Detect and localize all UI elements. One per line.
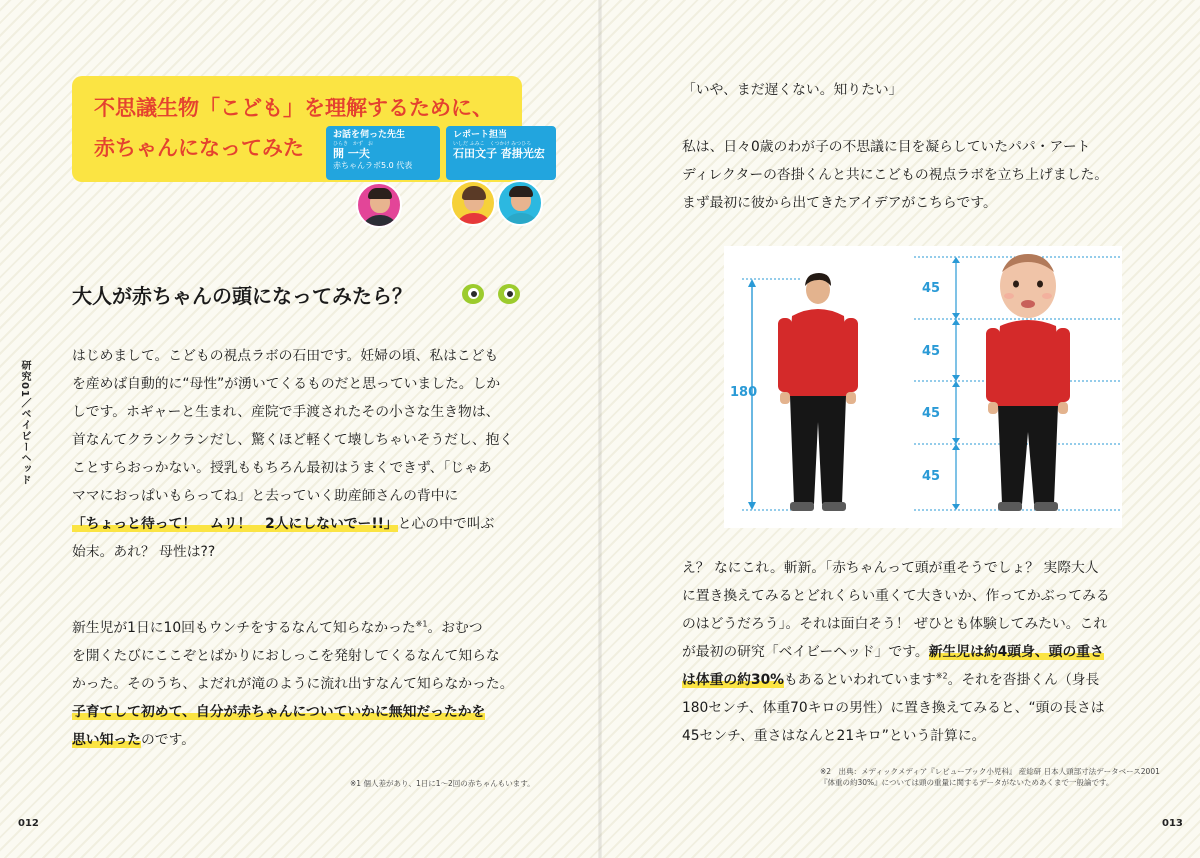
- highlight-text: 新生児は約4頭身、頭の重さ: [928, 644, 1104, 660]
- right-page: [602, 0, 1200, 858]
- footnote-1: ※1 個人差があり、1日に1～2回の赤ちゃんもいます。: [350, 779, 535, 788]
- paragraph-line: はじめまして。こどもの視点ラボの石田です。妊婦の頃、私はこども: [72, 348, 499, 364]
- title-line-2: 赤ちゃんになってみた: [94, 136, 304, 160]
- right-paragraph-2: [682, 554, 1110, 750]
- reporter-ishida-avatar: [450, 180, 496, 226]
- paragraph-line: しです。ホギャーと生まれ、産院で手渡されたその小さな生き物は、: [72, 404, 500, 420]
- paragraph-line: を産めば自動的に“母性”が湧いてくるものだと思っていました。しか: [72, 376, 501, 392]
- footnote-2-line-1: ※2 出典：メディックメディア『レビューブック小児科』 産総研 日本人頭部寸法データベース2001: [820, 767, 1160, 776]
- paragraph-line: 私は、日々0歳のわが子の不思議に目を凝らしていたパパ・アート: [682, 139, 1091, 155]
- footnote-2: [820, 766, 1160, 788]
- baby-head-person: [986, 254, 1070, 511]
- reporter-name-ruby: いしだ ふみこ くつかけ みつひろ: [453, 141, 532, 147]
- paragraph-line: ママにおっぱいもらってね」と去っていく助産師さんの背中に: [72, 488, 459, 504]
- highlight-text: 子育てして初めて、自分が赤ちゃんについていかに無知だったかを: [72, 704, 486, 720]
- left-paragraph-1: [72, 342, 513, 566]
- total-height-label: 180: [730, 385, 758, 400]
- paragraph-line: 新生児が1日に10回もウンチをするなんて知らなかった$^{※1}$。おむつ: [72, 619, 483, 636]
- paragraph-line: のはどうだろう」。それは面白そう！ ぜひとも体験してみたい。これ: [682, 616, 1108, 632]
- adult-person: [778, 273, 858, 511]
- paragraph-line: 45センチ、重さはなんと21キロ”という計算に。: [682, 728, 986, 744]
- height-comparison-diagram: [724, 246, 1122, 528]
- baby-head-figure: [724, 246, 1122, 528]
- running-head: 研究01／ベイビーヘッド: [19, 360, 30, 486]
- paragraph-line: を開くたびにここぞとばかりにおしっこを発射してくるなんて知らな: [72, 648, 500, 664]
- left-paragraph-2: [72, 614, 514, 754]
- title-line-1: 不思議生物「こども」を理解するために、: [94, 96, 493, 120]
- paragraph-line: ことすらおっかない。授乳ももちろん最初はうまくできず、「じゃあ: [72, 460, 492, 476]
- paragraph-line: に置き換えてみるとどれくらい重くて大きいか、作ってかぶってみる: [682, 588, 1110, 604]
- eyes-icon: [462, 284, 524, 304]
- teacher-credit-label: お話を伺った先生: [333, 130, 406, 140]
- segment-label: 45: [922, 281, 941, 296]
- right-quote: [682, 76, 902, 104]
- footnote-mark: ※2: [935, 671, 948, 681]
- quote-line: 「いや、まだ遅くない。知りたい」: [682, 82, 903, 98]
- paragraph-line: え？ なにこれ。斬新。「赤ちゃんって頭が重そうでしょ？ 実際大人: [682, 560, 1099, 576]
- reporter-kutsukake-avatar: [497, 180, 543, 226]
- footnote-2-line-2: 『体重の約30%』については頭の重量に関するデータがないためあくまで一般論です。: [820, 778, 1114, 787]
- reporter-credit-label: レポート担当: [453, 130, 508, 140]
- paragraph-line: 首なんてクランクランだし、驚くほど軽くて壊しちゃいそうだし、抱く: [72, 432, 514, 448]
- reporter-credit: [446, 126, 556, 180]
- segment-label: 45: [922, 344, 941, 359]
- title-block: [72, 76, 545, 182]
- paragraph-line: ディレクターの沓掛くんと共にこどもの視点ラボを立ち上げました。: [682, 167, 1109, 183]
- teacher-role: 赤ちゃんラボ5.0 代表: [333, 161, 413, 170]
- teacher-name-ruby: ひらき かず お: [333, 141, 374, 147]
- page-number-right: 013: [1162, 818, 1183, 829]
- teacher-name: 開 一夫: [333, 147, 370, 160]
- right-paragraph-1: [682, 133, 1108, 217]
- highlight-text: は体重の約30%: [682, 672, 785, 688]
- segment-label: 45: [922, 406, 941, 421]
- paragraph-line: 「ちょっと待って！ ムリ！ 2人にしないでー!!」と心の中で叫ぶ: [72, 516, 495, 532]
- paragraph-line: は体重の約30%もあるといわれています$^{※2}$。それを沓掛くん（身長: [682, 671, 1100, 688]
- section-heading: 大人が赤ちゃんの頭になってみたら？: [72, 284, 412, 308]
- paragraph-line: かった。そのうち、よだれが滝のように流れ出すなんて知らなかった。: [72, 676, 514, 692]
- page-number-left: 012: [18, 818, 39, 829]
- reporter-names: 石田文子 沓掛光宏: [453, 147, 545, 160]
- highlight-text: 「ちょっと待って！ ムリ！ 2人にしないでー!!」: [72, 516, 398, 532]
- paragraph-line: 思い知ったのです。: [72, 732, 196, 748]
- segment-label: 45: [922, 469, 941, 484]
- teacher-avatar: [356, 182, 402, 228]
- paragraph-line: 始末。あれ？ 母性は??: [72, 544, 216, 560]
- teacher-credit: [326, 126, 440, 180]
- paragraph-line: [72, 698, 514, 726]
- highlight-text: 思い知った: [72, 732, 141, 748]
- footnote-mark: ※1: [415, 619, 428, 629]
- paragraph-line: が最初の研究「ベイビーヘッド」です。新生児は約4頭身、頭の重さ: [682, 644, 1104, 660]
- paragraph-line: まず最初に彼から出てきたアイデアがこちらです。: [682, 195, 997, 211]
- paragraph-line: 180センチ、体重70キロの男性）に置き換えてみると、“頭の長さは: [682, 700, 1105, 716]
- left-page: [0, 0, 598, 858]
